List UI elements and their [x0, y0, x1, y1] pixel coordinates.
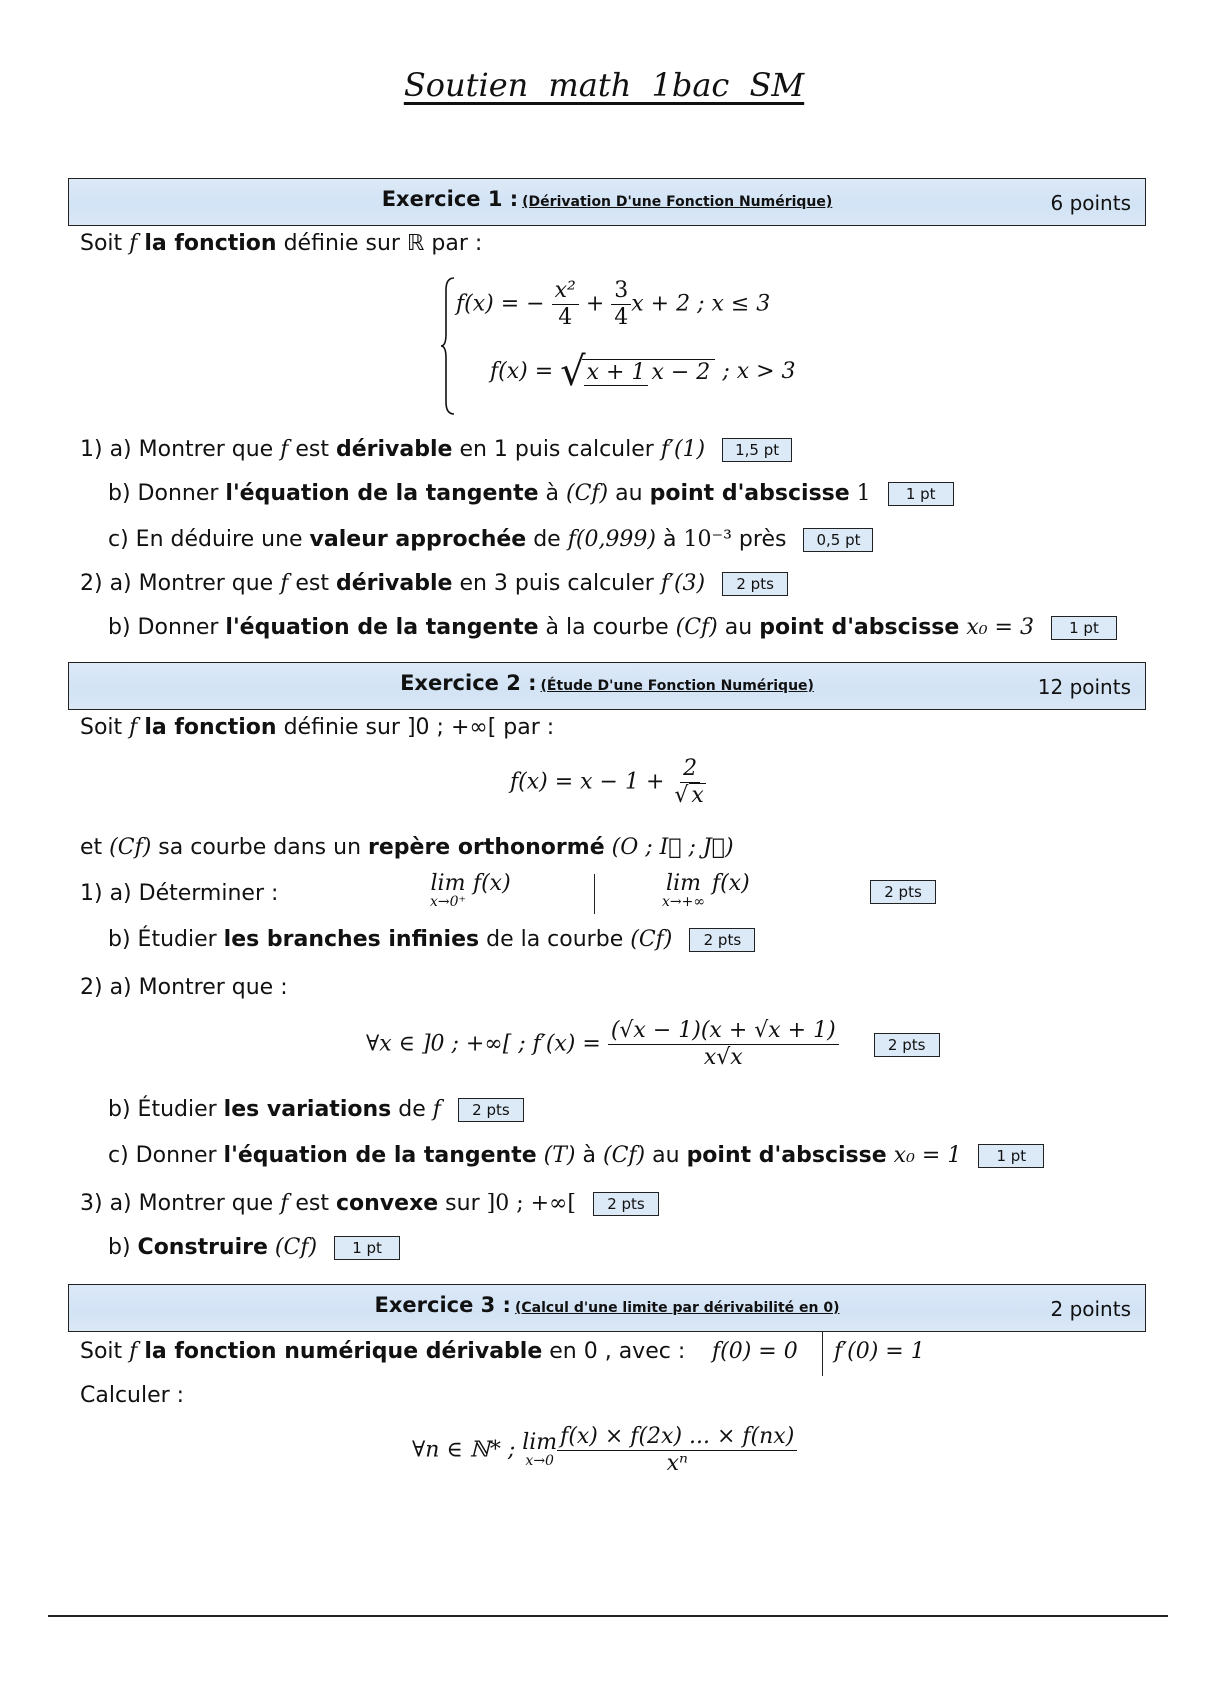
- limit-at-zero: lim x→0⁺ f(x): [430, 871, 511, 910]
- condition-fprime0: f′(0) = 1: [834, 1339, 925, 1364]
- points-badge: 1 pt: [1051, 616, 1117, 640]
- exercise-3-intro: Soit f la fonction numérique dérivable en 0 , avec :: [80, 1339, 686, 1364]
- exercise-2-formula: f(x) = x − 1 + $\frac{2}{√ x}$: [510, 756, 704, 808]
- exercise-2-subtitle: (Étude D'une Fonction Numérique): [540, 678, 814, 694]
- ex2-question-2a: 2) a) Montrer que :: [80, 975, 288, 1000]
- separator: [594, 874, 595, 914]
- exercise-3-formula: ∀n ∈ ℕ* ; lim x→0 $\frac{f(x) \times f(2x) ... \times f(nx)}{\text{xⁿ}}$: [412, 1424, 797, 1480]
- ex1-question-1c: c) En déduire une valeur approchée de f(0,999) à 10⁻³ près 0,5 pt: [108, 526, 873, 554]
- points-badge: 2 pts: [689, 928, 755, 952]
- exercise-2-points: 12 points: [1037, 675, 1131, 699]
- brace-icon: [440, 276, 456, 416]
- points-badge: 2 pts: [870, 880, 936, 904]
- ex1-question-2a: 2) a) Montrer que f est dérivable en 3 puis calculer f′(3) 2 pts: [80, 570, 788, 598]
- exercise-2-repere: et (Cf) sa courbe dans un repère orthonormé (O ; I⃗ ; J⃗): [80, 835, 734, 860]
- exercise-1-subtitle: (Dérivation D'une Fonction Numérique): [522, 194, 833, 210]
- exercise-3-subtitle: (Calcul d'une limite par dérivabilité en 0): [514, 1300, 840, 1316]
- system-row-2: f(x) = √x + 1 x − 2 ; x > 3: [490, 349, 796, 395]
- points-badge: 1,5 pt: [722, 438, 792, 462]
- system-row-1: f(x) = − $\frac{\text{x²}}{4}$ + $\frac{3}{4}$ x + 2 ; x ≤ 3: [456, 278, 771, 330]
- ex2-question-3b: b) Construire (Cf) 1 pt: [108, 1234, 400, 1262]
- ex2-question-1a: 1) a) Déterminer :: [80, 881, 279, 906]
- points-badge: 1 pt: [888, 482, 954, 506]
- points-badge: 2 pts: [722, 572, 788, 596]
- exercise-3-header: [68, 1284, 1146, 1332]
- points-badge: 1 pt: [334, 1236, 400, 1260]
- exercise-2-intro: Soit f la fonction définie sur ]0 ; +∞[ par :: [80, 715, 555, 740]
- ex1-question-2b: b) Donner l'équation de la tangente à la courbe (Cf) au point d'abscisse x₀ = 3 1 pt: [108, 614, 1117, 642]
- derivative-formula: ∀x ∈ ]0 ; +∞[ ; f′(x) = $\frac{(√x - 1)(x + √x + 1)}{x√x}$ 2 pts: [366, 1018, 940, 1074]
- exercise-3-label: Exercice 3 :: [374, 1293, 511, 1317]
- exercise-3-points: 2 points: [1050, 1297, 1131, 1321]
- ex2-question-3a: 3) a) Montrer que f est convexe sur ]0 ; +∞[ 2 pts: [80, 1190, 659, 1218]
- ex2-q1a-points: [860, 878, 936, 906]
- ex1-question-1a: 1) a) Montrer que f est dérivable en 1 puis calculer f′(1) 1,5 pt: [80, 436, 792, 464]
- ex1-question-1b: b) Donner l'équation de la tangente à (Cf) au point d'abscisse 1 1 pt: [108, 480, 954, 508]
- points-badge: 0,5 pt: [803, 528, 873, 552]
- exercise-2-label: Exercice 2 :: [400, 671, 537, 695]
- ex2-question-2b: b) Étudier les variations de f 2 pts: [108, 1096, 524, 1124]
- ex2-question-1b: b) Étudier les branches infinies de la courbe (Cf) 2 pts: [108, 926, 755, 954]
- footer-rule: [48, 1615, 1168, 1617]
- exercise-1-points: 6 points: [1050, 191, 1131, 215]
- separator: [822, 1332, 823, 1376]
- page-title: Soutien math 1bac SM: [403, 66, 805, 104]
- limit-at-infinity: lim x→+∞ f(x): [662, 871, 750, 910]
- points-badge: 1 pt: [978, 1144, 1044, 1168]
- exercise-2-header: [68, 662, 1146, 710]
- points-badge: 2 pts: [458, 1098, 524, 1122]
- points-badge: 2 pts: [593, 1192, 659, 1216]
- exercise-1-header: [68, 178, 1146, 226]
- exercise-1-label: Exercice 1 :: [381, 187, 519, 211]
- points-badge: 2 pts: [874, 1033, 940, 1057]
- exercise-1-intro: Soit f la fonction définie sur ℝ par :: [80, 231, 483, 256]
- condition-f0: f(0) = 0: [712, 1339, 798, 1364]
- calculer-label: Calculer :: [80, 1383, 185, 1408]
- ex2-question-2c: c) Donner l'équation de la tangente (T) à (Cf) au point d'abscisse x₀ = 1 1 pt: [108, 1142, 1044, 1170]
